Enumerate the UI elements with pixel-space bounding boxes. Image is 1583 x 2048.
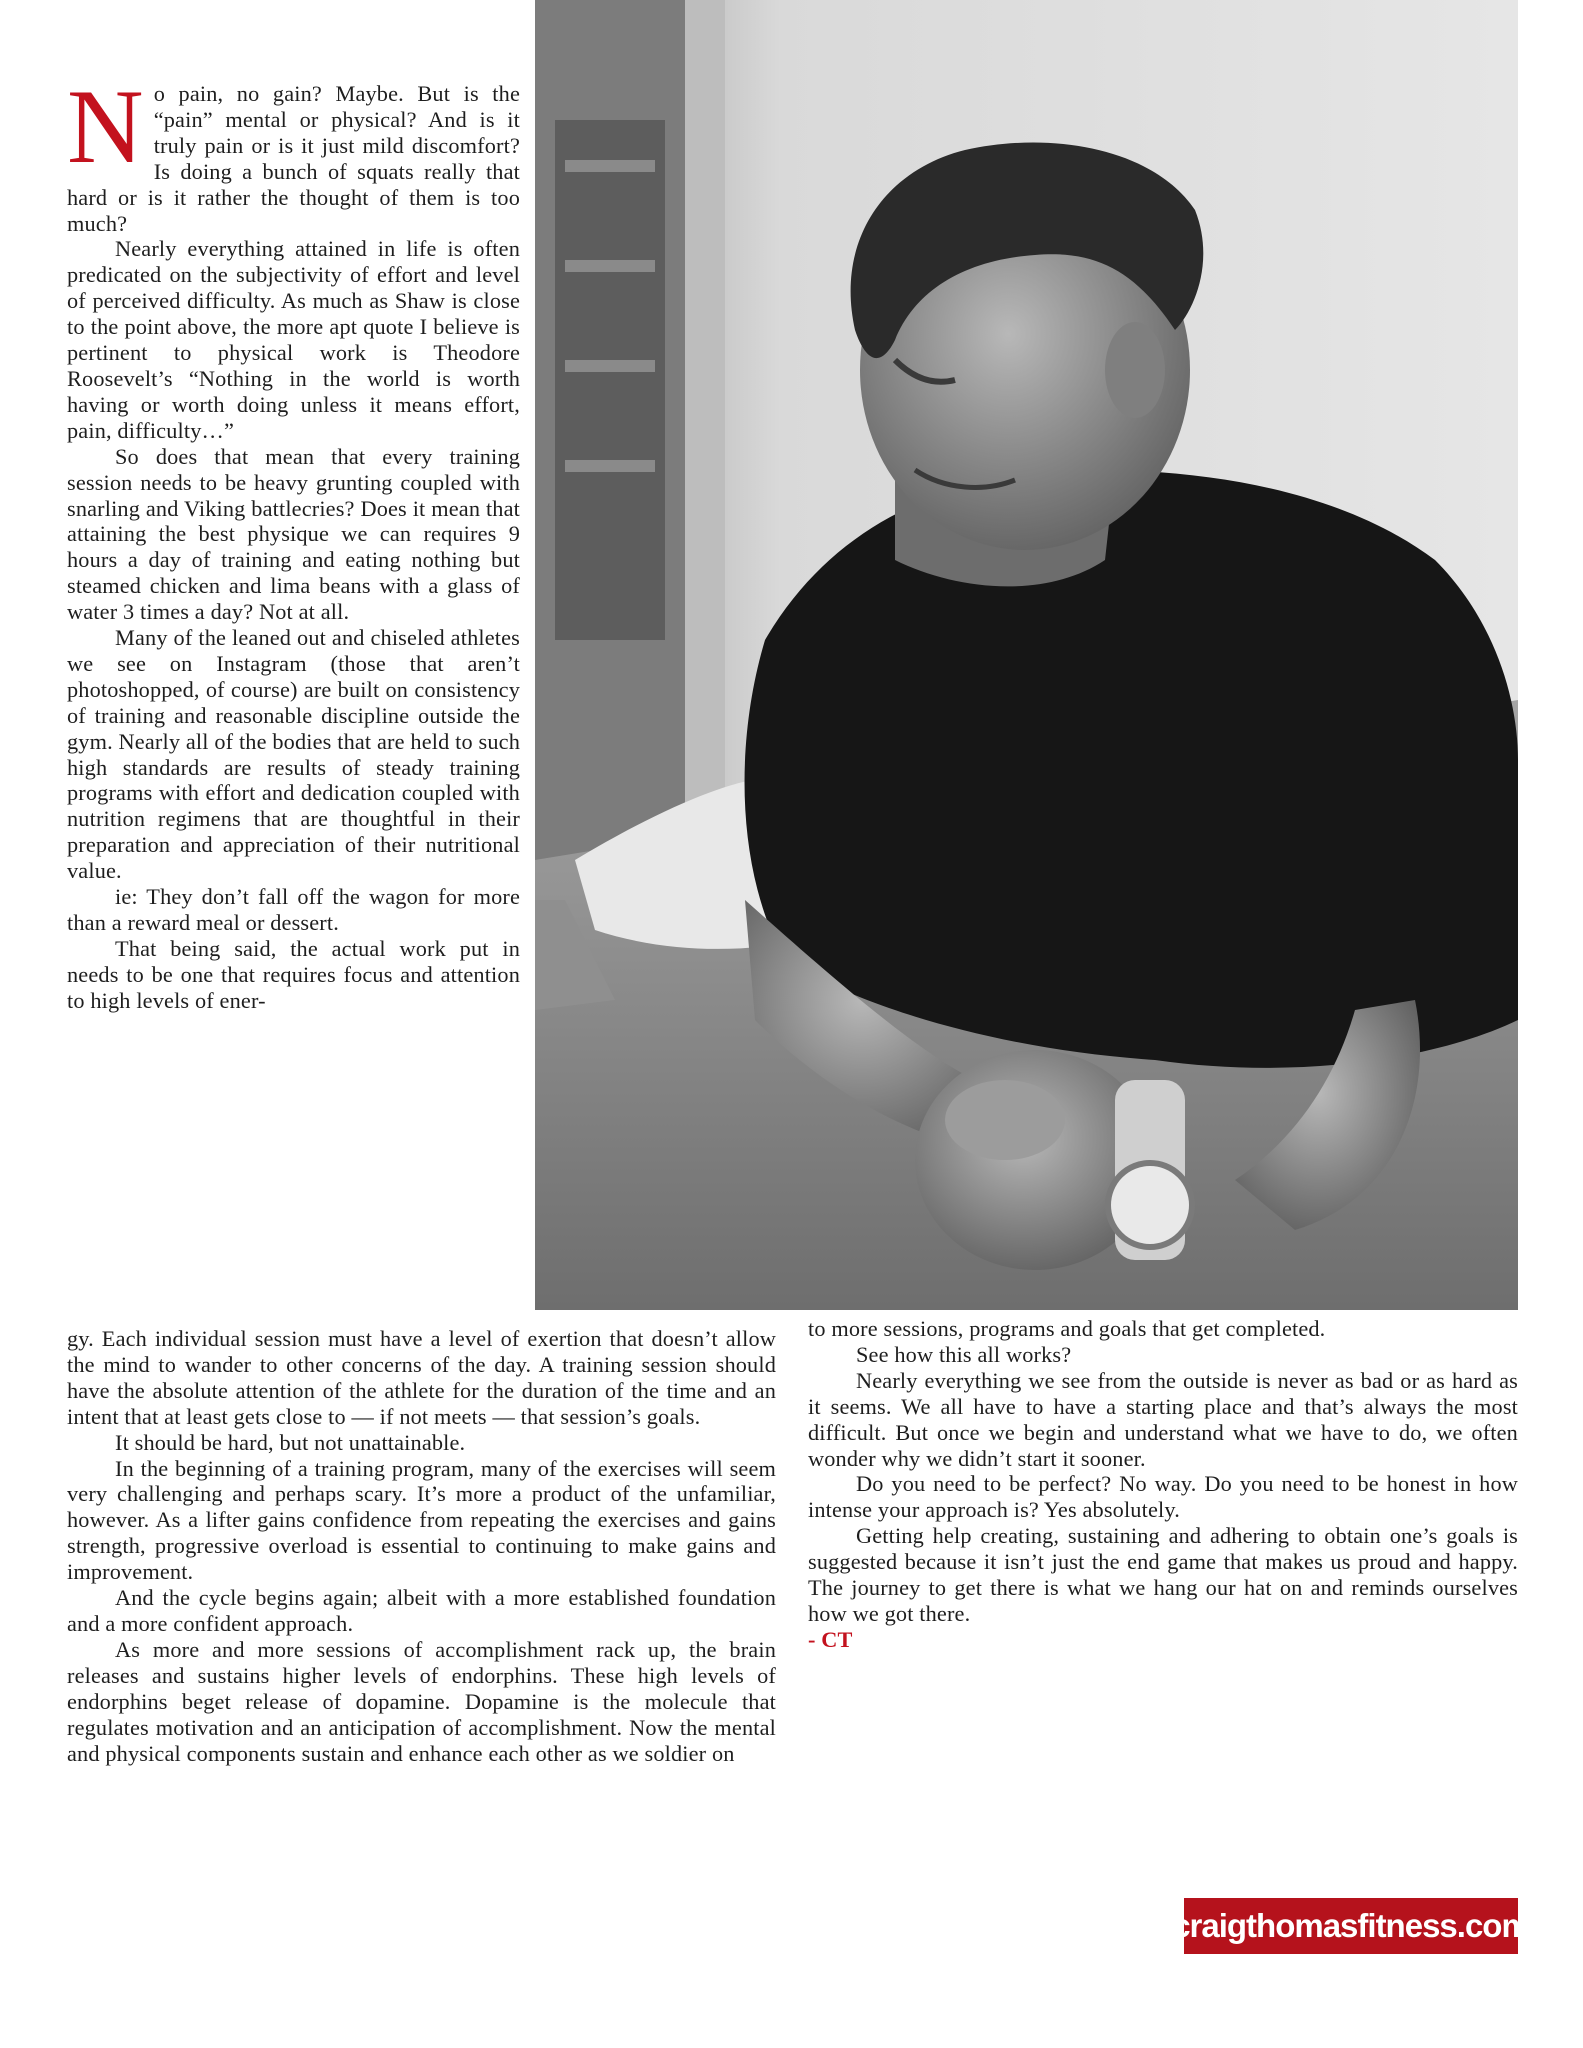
- paragraph: See how this all works?: [856, 1341, 1072, 1367]
- paragraph: Nearly everything we see from the outside is never as bad or as hard as it seems. We all have to have a starting place and that’s always the most difficult. But once we begin and understand what we have to do, we often wonder why we didn’t start it sooner.: [808, 1367, 1518, 1471]
- author-signoff: - CT: [808, 1626, 853, 1652]
- paragraph: As more and more sessions of accomplishment rack up, the brain releases and sustains higher levels of endorphins. These high levels of endorphins beget release of dopamine. Dopamine is the molecule that regulates motivation and an anticipation of accomplishment. Now the mental and physical components sustain and enhance each other as we soldier on: [67, 1636, 776, 1766]
- paragraph: That being said, the actual work put in needs to be one that requires focus and attention to high levels of ener-: [67, 935, 520, 1013]
- paragraph: gy. Each individual session must have a level of exertion that doesn’t allow the mind to wander to other concerns of the day. A training session should have the absolute attention of the athlete for the duration of the time and an intent that at least gets close to — if not meets — that session’s goals.: [67, 1326, 776, 1429]
- paragraph: And the cycle begins again; albeit with a more established foundation and a more confident approach.: [67, 1585, 776, 1636]
- article-photo: [535, 0, 1518, 1310]
- paragraph: It should be hard, but not unattainable.: [115, 1429, 466, 1455]
- paragraph: Nearly everything attained in life is often predicated on the subjectivity of effort and level of perceived difficulty. As much as Shaw is close to the point above, the more apt quote I believe is pertinent to physical work is Theodore Roosevelt’s “Nothing in the world is worth having or worth doing unless it means effort, pain, difficulty…”: [67, 236, 520, 443]
- paragraph-text: o pain, no gain? Maybe. But is the “pain” mental or physical? And is it truly pain or is it just mild discomfort? Is doing a bunch of squats really that hard or is it rather the thought of them is too much?: [67, 81, 520, 236]
- paragraph: Do you need to be perfect? No way. Do you need to be honest in how intense your approach is? Yes absolutely.: [808, 1471, 1518, 1523]
- article-column-bottom-left: [67, 1326, 776, 1766]
- paragraph: to more sessions, programs and goals that get completed.: [808, 1316, 1326, 1341]
- article-column-left: [67, 68, 520, 1014]
- paragraph: Getting help creating, sustaining and adhering to obtain one’s goals is suggested because it isn’t just the end game that makes us proud and happy. The journey to get there is what we hang our hat on and reminds ourselves how we got there.: [808, 1523, 1518, 1626]
- paragraph: Many of the leaned out and chiseled athletes we see on Instagram (those that aren’t photoshopped, of course) are built on consistency of training and reasonable discipline outside the gym. Nearly all of the bodies that are held to such high standards are results of steady training programs with effort and dedication coupled with nutrition regimens that are thoughtful in their preparation and appreciation of their nutritional value.: [67, 625, 520, 884]
- article-column-bottom-right: [808, 1316, 1518, 1653]
- paragraph-intro: [67, 68, 520, 236]
- paragraph: So does that mean that every training session needs to be heavy grunting coupled with snarling and Viking battlecries? Does it mean that attaining the best physique we can requires 9 hours a day of training and eating nothing but steamed chicken and lima beans with a glass of water 3 times a day? Not at all.: [67, 443, 520, 625]
- website-badge: [1172, 1898, 1530, 1954]
- man-plank-photo: [535, 0, 1518, 1310]
- paragraph: ie: They don’t fall off the wagon for more than a reward meal or dessert.: [67, 884, 520, 935]
- website-url: craigthomasfitness.com: [1172, 1907, 1530, 1944]
- drop-cap: N: [67, 68, 144, 185]
- paragraph: In the beginning of a training program, many of the exercises will seem very challenging and perhaps scary. It’s more a product of the unfamiliar, however. As a lifter gains confidence from repeating the exercises and gains strength, progressive overload is essential to continuing to make gains and improvement.: [67, 1455, 776, 1585]
